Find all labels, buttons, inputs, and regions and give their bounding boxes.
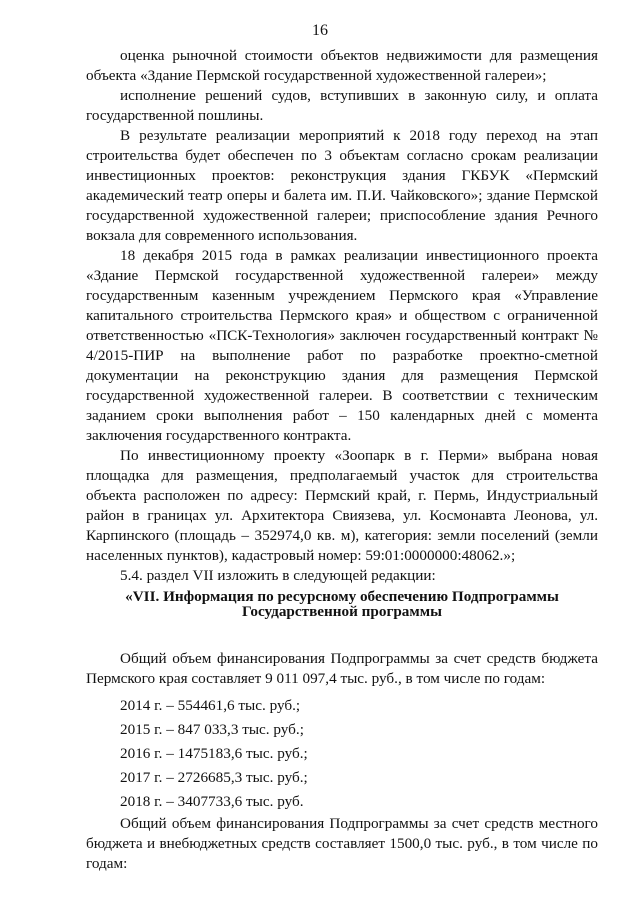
paragraph-funding-regional: Общий объем финансирования Подпрограммы за счет средств бюджета Пермского края составляет 9 011 097,4 тыс. руб., в том числе по годам: xyxy=(86,650,598,687)
paragraph-funding-local: Общий объем финансирования Подпрограммы за счет средств местного бюджета и внебюджетных средств составляет 1500,0 тыс. руб., в том числе по годам: xyxy=(86,815,598,872)
funding-year-2016: 2016 г. – 1475183,6 тыс. руб.; xyxy=(120,745,308,762)
paragraph-court-decisions: исполнение решений судов, вступивших в законную силу, и оплата государственной пошлины. xyxy=(86,87,598,124)
funding-year-2018: 2018 г. – 3407733,6 тыс. руб. xyxy=(120,793,304,810)
paragraph-valuation: оценка рыночной стоимости объектов недвижимости для размещения объекта «Здание Пермской государственной художественной галереи»; xyxy=(86,47,598,84)
section-heading-line2: Государственной программы xyxy=(242,603,442,620)
funding-year-2017: 2017 г. – 2726685,3 тыс. руб.; xyxy=(120,769,308,786)
page-number: 16 xyxy=(312,22,328,39)
paragraph-contract-2015: 18 декабря 2015 года в рамках реализации инвестиционного проекта «Здание Пермской государственной художественной галереи» между государственным казенным учреждением Пермского края «Управление капитального строительства Пермского края» и обществом с ограниченной ответственностью «ПСК-Технология» заключен государственный контракт № 4/2015-ПИР на выполнение работ по разработке проектно-сметной документации на реконструкцию здания для размещения Пермской государственной художественной галереи. В соответствии с техническим заданием сроки выполнения работ – 150 календарных дней с момента заключения государственного контракта. xyxy=(86,247,598,444)
section-heading-line1: «VII. Информация по ресурсному обеспечению Подпрограммы xyxy=(125,588,559,605)
paragraph-results-2018: В результате реализации мероприятий к 2018 году переход на этап строительства будет обеспечен по 3 объектам согласно срокам реализации инвестиционных проектов: реконструкция здания ГКБУК «Пермский академический театр оперы и балета им. П.И. Чайковского»; здание Пермской государственной художественной галереи; приспособление здания Речного вокзала для современного использования. xyxy=(86,127,598,244)
funding-year-2015: 2015 г. – 847 033,3 тыс. руб.; xyxy=(120,721,304,738)
section-heading xyxy=(86,589,598,619)
document-body xyxy=(86,46,598,874)
paragraph-section-change: 5.4. раздел VII изложить в следующей редакции: xyxy=(120,567,436,584)
funding-year-2014: 2014 г. – 554461,6 тыс. руб.; xyxy=(120,697,301,714)
paragraph-zoo-project: По инвестиционному проекту «Зоопарк в г. Перми» выбрана новая площадка для размещения, предполагаемый участок для строительства объекта расположен по адресу: Пермский край, г. Пермь, Индустриальный район в границах ул. Архитектора Свиязева, ул. Космонавта Леонова, ул. Карпинского (площадь – 352974,0 кв. м), категория: земли поселений (земли населенных пунктов), кадастровый номер: 59:01:0000000:48062.»; xyxy=(86,447,598,564)
